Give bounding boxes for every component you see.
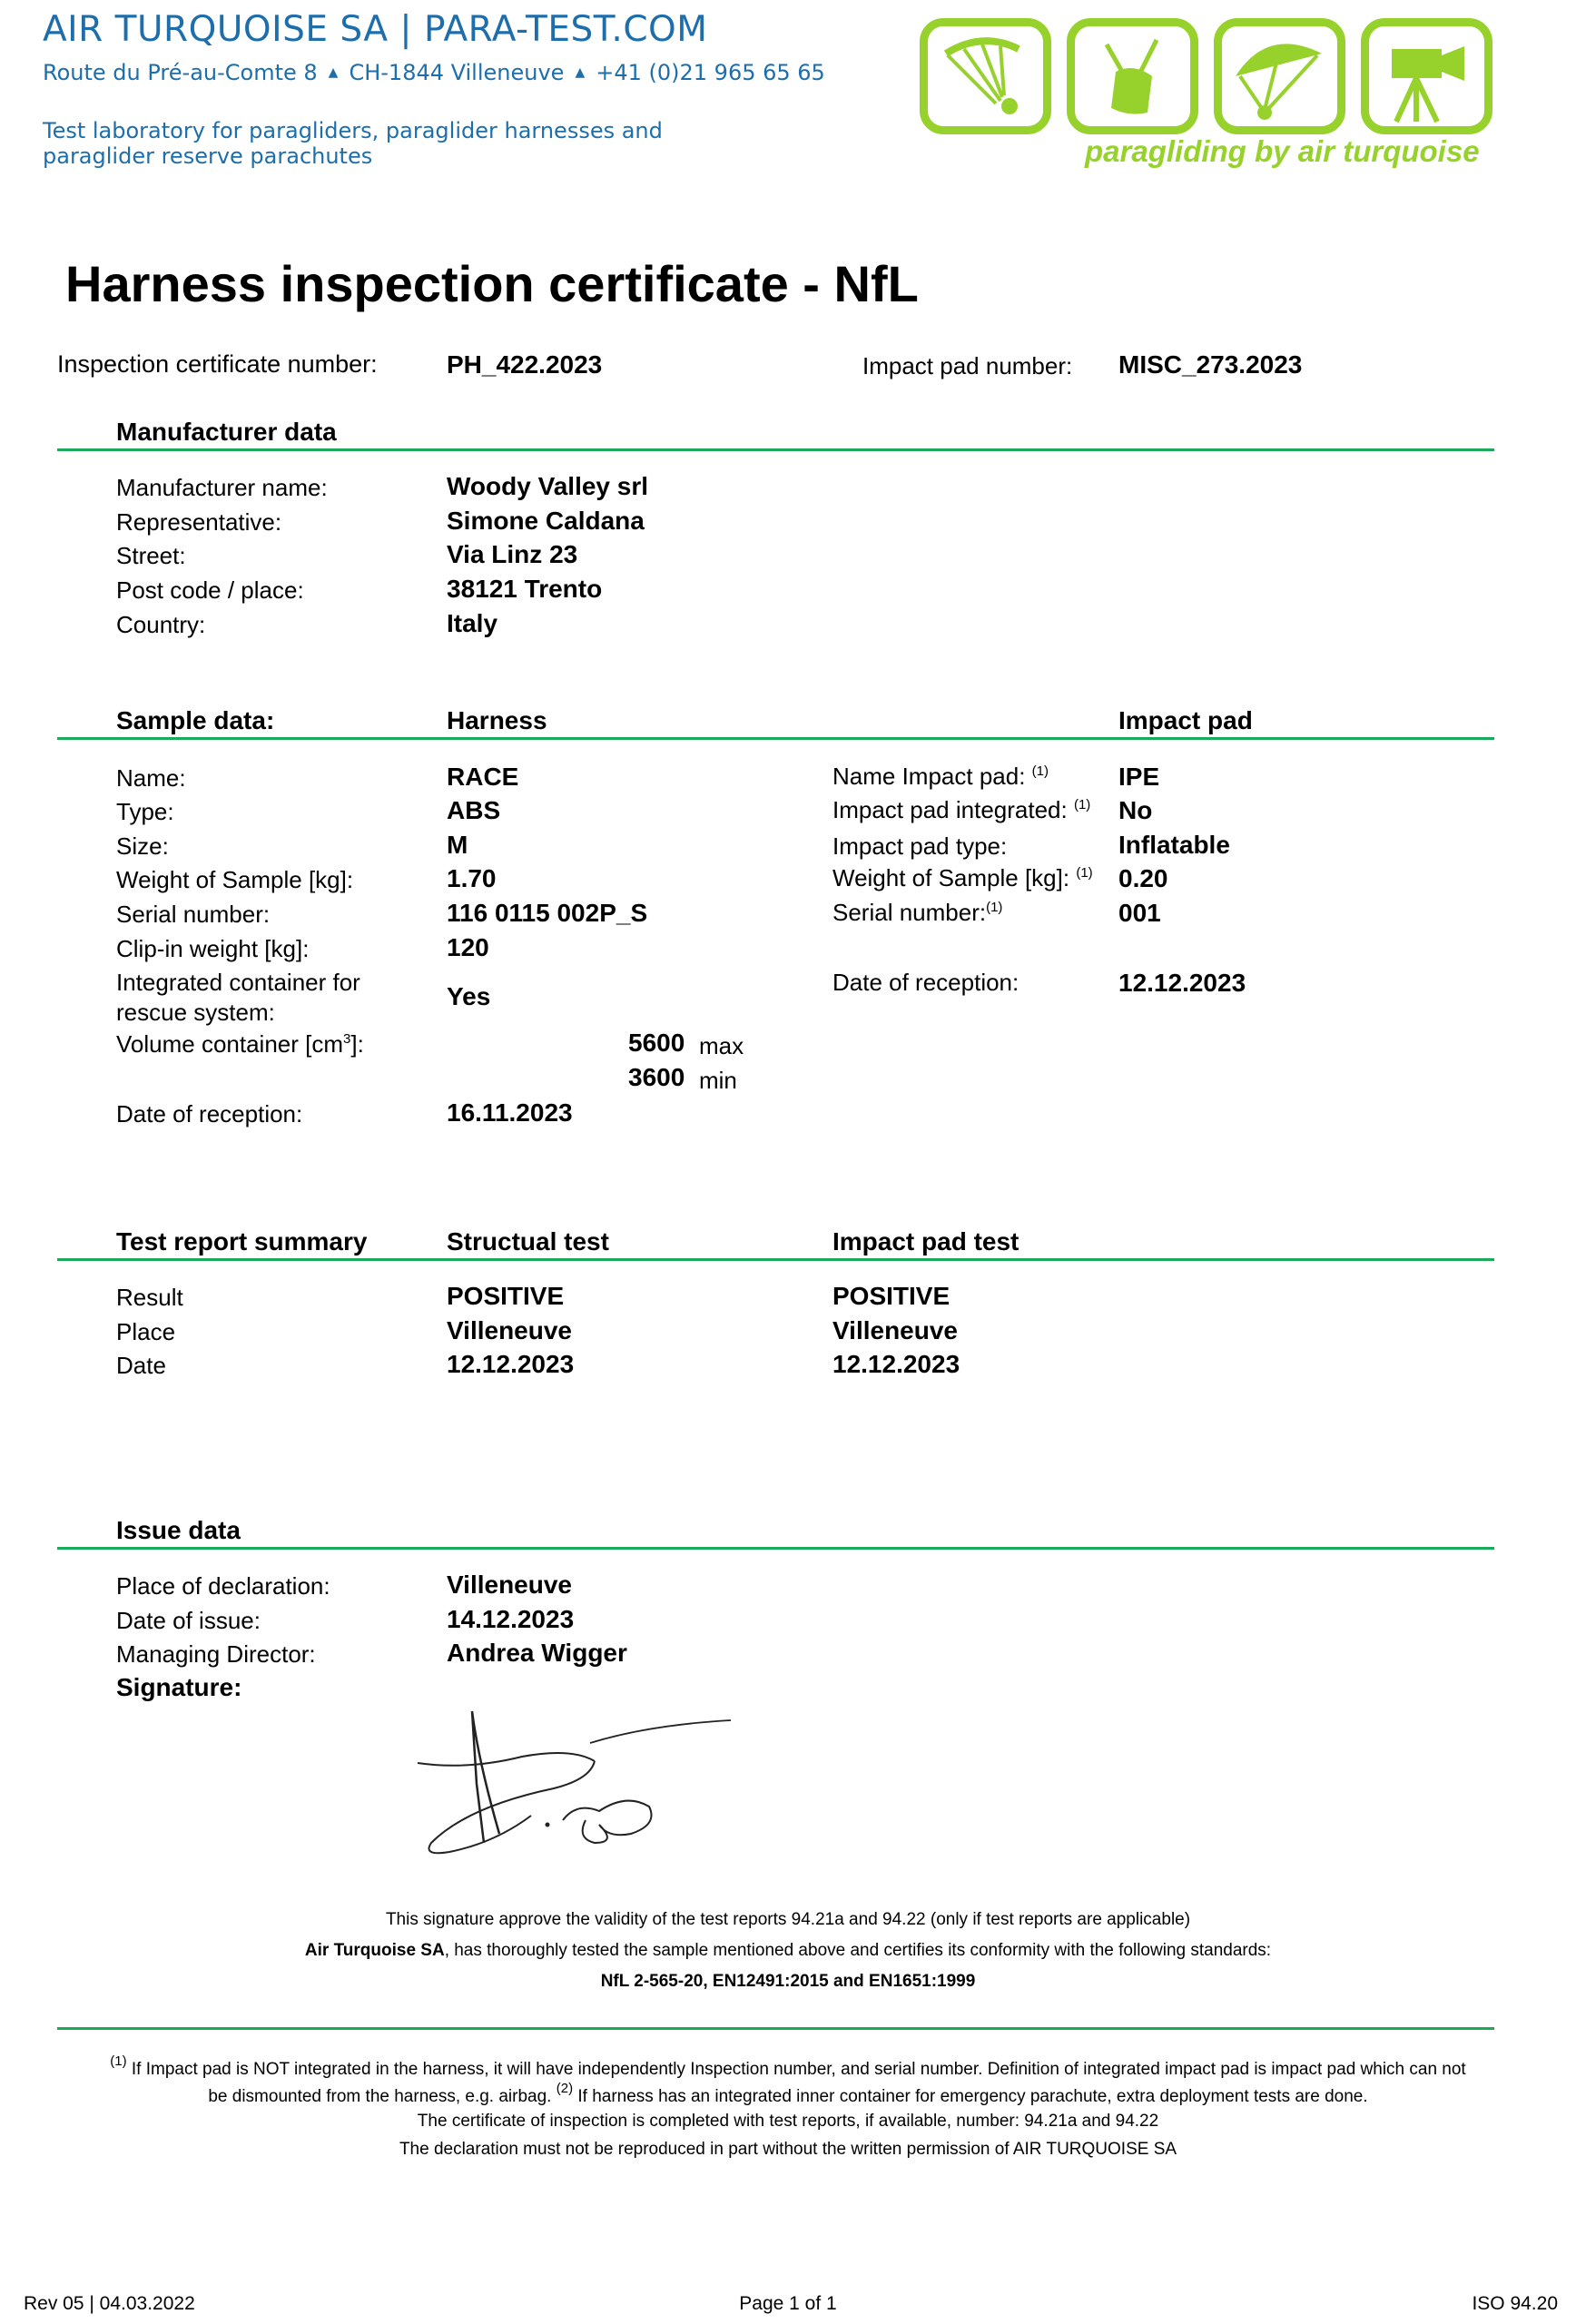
pad-name-label: Name Impact pad: $^{(1)}$ bbox=[832, 763, 1049, 790]
signature-image bbox=[413, 1707, 758, 1870]
representative-label: Representative: bbox=[116, 508, 282, 536]
pad-date: 12.12.2023 bbox=[832, 1350, 960, 1378]
structural-test-heading: Structual test bbox=[447, 1227, 609, 1256]
date-of-issue: 14.12.2023 bbox=[447, 1605, 575, 1633]
pad-integrated: No bbox=[1118, 796, 1153, 824]
logo-tagline: paragliding by air turquoise bbox=[1085, 134, 1480, 168]
harness-reception-label: Date of reception: bbox=[116, 1100, 303, 1128]
harness-serial-label: Serial number: bbox=[116, 901, 271, 928]
pad-result: POSITIVE bbox=[832, 1282, 951, 1310]
volume-max-unit: max bbox=[699, 1032, 744, 1059]
page-title: Harness inspection certificate - NfL bbox=[65, 255, 919, 312]
impact-pad-number-label: Impact pad number: bbox=[862, 352, 1073, 379]
cert-number: PH_422.2023 bbox=[447, 350, 603, 379]
volume-min-unit: min bbox=[699, 1067, 737, 1094]
pad-type: Inflatable bbox=[1118, 831, 1230, 859]
pad-name: IPE bbox=[1118, 763, 1160, 791]
volume-container-label: Volume container $[cm^3]$: bbox=[116, 1030, 364, 1058]
managing-director-label: Managing Director: bbox=[116, 1640, 316, 1668]
section-divider bbox=[57, 737, 1494, 740]
structural-date: 12.12.2023 bbox=[447, 1350, 575, 1378]
harness-name: RACE bbox=[447, 763, 519, 791]
structural-result: POSITIVE bbox=[447, 1282, 565, 1310]
impact-pad-heading: Impact pad bbox=[1118, 706, 1253, 734]
container-label-cont: rescue system: bbox=[116, 999, 275, 1026]
impact-pad-number: MISC_273.2023 bbox=[1118, 350, 1303, 379]
signature-label: Signature: bbox=[116, 1673, 242, 1701]
volume-min: 3600 bbox=[628, 1063, 685, 1091]
pad-place: Villeneuve bbox=[832, 1316, 959, 1344]
harness-type-label: Type: bbox=[116, 798, 174, 825]
date-of-issue-label: Date of issue: bbox=[116, 1607, 261, 1634]
section-divider bbox=[57, 1258, 1494, 1261]
harness-name-label: Name: bbox=[116, 764, 186, 792]
page-number: Page 1 of 1 bbox=[739, 2293, 837, 2314]
date-label: Date bbox=[116, 1352, 166, 1379]
pad-reception-label: Date of reception: bbox=[832, 969, 1019, 996]
address-phone: +41 (0)21 965 65 65 bbox=[596, 60, 825, 85]
pad-serial-label: Serial number:$^{(1)}$ bbox=[832, 899, 1003, 926]
place-of-declaration: Villeneuve bbox=[447, 1571, 573, 1599]
footnote-1: $^{(1)}$ If Impact pad is NOT integrated in the harness, it will have independently Inspection number, and serial number. Definition of integrated impact pad is impact pad which can not bbox=[110, 2053, 1466, 2079]
summary-heading: Test report summary bbox=[116, 1227, 368, 1256]
pad-integrated-label: Impact pad integrated: $^{(1)}$ bbox=[832, 796, 1091, 823]
footnote-reproduction: The declaration must not be reproduced in part without the written permission of AIR TURQUOISE SA bbox=[399, 2140, 1177, 2159]
camera-tripod-icon bbox=[1361, 18, 1492, 134]
container-value: Yes bbox=[447, 982, 491, 1010]
sample-heading: Sample data: bbox=[116, 706, 275, 734]
triangle-icon: ▲ bbox=[328, 65, 339, 80]
pad-type-label: Impact pad type: bbox=[832, 832, 1008, 860]
manufacturer-name-label: Manufacturer name: bbox=[116, 474, 328, 501]
conformity-statement: Air Turquoise SA, has thoroughly tested the sample mentioned above and certifies its conformity with the following standards: bbox=[304, 1941, 1272, 1960]
street-label: Street: bbox=[116, 542, 186, 569]
iso-reference: ISO 94.20 bbox=[1472, 2293, 1558, 2314]
place-of-declaration-label: Place of declaration: bbox=[116, 1572, 330, 1600]
pad-serial: 001 bbox=[1118, 899, 1161, 927]
place-label: Place bbox=[116, 1318, 176, 1345]
validity-statement: This signature approve the validity of the test reports 94.21a and 94.22 (only if test reports are applicable) bbox=[385, 1910, 1191, 1929]
section-divider bbox=[57, 2027, 1494, 2030]
harness-type: ABS bbox=[447, 796, 501, 824]
volume-max: 5600 bbox=[628, 1029, 685, 1057]
footnote-1-cont: be dismounted from the harness, e.g. airbag. $^{(2)}$ If harness has an integrated inner container for emergency parachute, extra deployment tests are done. bbox=[208, 2081, 1368, 2106]
manufacturer-heading: Manufacturer data bbox=[116, 418, 337, 446]
harness-size: M bbox=[447, 831, 468, 859]
managing-director: Andrea Wigger bbox=[447, 1639, 627, 1667]
pad-weight-label: Weight of Sample [kg]: $^{(1)}$ bbox=[832, 864, 1093, 891]
reserve-parachute-icon bbox=[1214, 18, 1345, 134]
harness-weight: 1.70 bbox=[447, 864, 497, 892]
harness-reception-date: 16.11.2023 bbox=[447, 1098, 573, 1127]
harness-size-label: Size: bbox=[116, 832, 169, 860]
country-label: Country: bbox=[116, 611, 206, 638]
address-city: CH-1844 Villeneuve bbox=[349, 60, 565, 85]
standards-list: NfL 2-565-20, EN12491:2015 and EN1651:1999 bbox=[600, 1972, 976, 1991]
post-code: 38121 Trento bbox=[447, 575, 603, 603]
company-description: Test laboratory for paragliders, paraglider harnesses and paraglider reserve parachutes bbox=[43, 118, 663, 169]
result-label: Result bbox=[116, 1284, 183, 1311]
issue-heading: Issue data bbox=[116, 1516, 241, 1544]
harness-heading: Harness bbox=[447, 706, 547, 734]
company-brand: AIR TURQUOISE SA | PARA-TEST.COM bbox=[43, 9, 708, 50]
triangle-icon: ▲ bbox=[575, 65, 586, 80]
company-address bbox=[43, 60, 825, 85]
impact-pad-test-heading: Impact pad test bbox=[832, 1227, 1019, 1256]
section-divider bbox=[57, 448, 1494, 451]
section-divider bbox=[57, 1547, 1494, 1550]
post-code-label: Post code / place: bbox=[116, 576, 304, 604]
country: Italy bbox=[447, 609, 498, 637]
address-street: Route du Pré-au-Comte 8 bbox=[43, 60, 318, 85]
harness-icon bbox=[1067, 18, 1198, 134]
pad-reception-date: 12.12.2023 bbox=[1118, 969, 1246, 997]
cert-number-label: Inspection certificate number: bbox=[57, 350, 378, 378]
manufacturer-name: Woody Valley srl bbox=[447, 472, 649, 500]
clip-in-weight: 120 bbox=[447, 933, 489, 961]
pad-weight: 0.20 bbox=[1118, 864, 1168, 892]
revision-info: Rev 05 | 04.03.2022 bbox=[24, 2293, 195, 2314]
structural-place: Villeneuve bbox=[447, 1316, 573, 1344]
street: Via Linz 23 bbox=[447, 540, 578, 568]
container-label: Integrated container for bbox=[116, 969, 360, 996]
paraglider-icon bbox=[920, 18, 1051, 134]
harness-serial: 116 0115 002P_S bbox=[447, 899, 648, 927]
representative: Simone Caldana bbox=[447, 507, 645, 535]
clip-in-weight-label: Clip-in weight [kg]: bbox=[116, 935, 310, 962]
footnote-reports: The certificate of inspection is completed with test reports, if available, number: 94.21a and 94.22 bbox=[417, 2112, 1159, 2131]
harness-weight-label: Weight of Sample [kg]: bbox=[116, 866, 354, 893]
